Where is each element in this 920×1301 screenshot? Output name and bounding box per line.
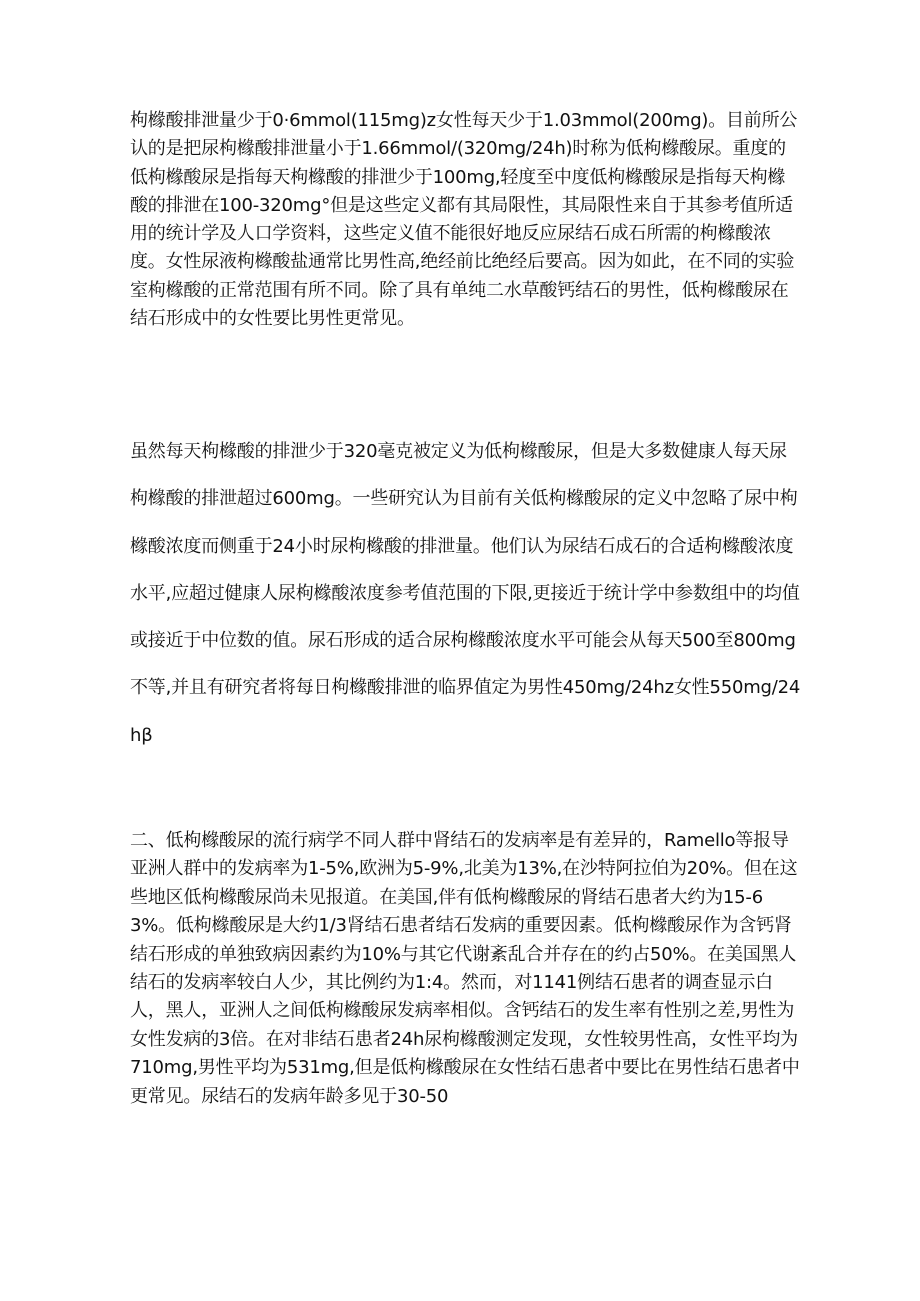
paragraph-epidemiology: 二、低枸橼酸尿的流行病学不同人群中肾结石的发病率是有差异的，Ramello等报导亚洲人群中的发病率为1-5%,欧洲为5-9%,北美为13%,在沙特阿拉伯为20%。但在这些地区低枸橼酸尿尚未见报道。在美国,伴有低枸橼酸尿的肾结石患者大约为15-63%。低枸橼酸尿是大约1/3肾结石患者结石发病的重要因素。低枸橼酸尿作为含钙肾结石形成的单独致病因素约为10%与其它代谢紊乱合并存在的约占50%。在美国黑人结石的发病率较白人少，其比例约为1:4。然而，对1141例结石患者的调查显示白人，黑人，亚洲人之间低枸橼酸尿发病率相似。含钙结石的发生率有性别之差,男性为女性发病的3倍。在对非结石患者24h尿枸橼酸测定发现，女性较男性高，女性平均为710mg,男性平均为531mg,但是低枸橼酸尿在女性结石患者中要比在男性结石患者中更常见。尿结石的发病年龄多见于30-50 [130,830,800,1107]
paragraph-citrate-definition: 枸橼酸排泄量少于0·6mmol(115mg)z女性每天少于1.03mmol(200mg)。目前所公认的是把尿枸橼酸排泄量小于1.66mmol/(320mg/24h)时称为低枸橼酸尿。重度的低枸橼酸尿是指每天枸橼酸的排泄少于100mg,轻度至中度低枸橼酸尿是指每天枸橼酸的排泄在100-320mg°但是这些定义都有其局限性，其局限性来自于其参考值所适用的统计学及人口学资料，这些定义值不能很好地反应尿结石成石所需的枸橼酸浓度。女性尿液枸橼酸盐通常比男性高,绝经前比绝经后要高。因为如此，在不同的实验室枸橼酸的正常范围有所不同。除了具有单纯二水草酸钙结石的男性，低枸橼酸尿在结石形成中的女性要比男性更常见。 [130,110,798,330]
paragraph-citrate-threshold: 虽然每天枸橼酸的排泄少于320毫克被定义为低枸橼酸尿，但是大多数健康人每天尿枸橼酸的排泄超过600mg。一些研究认为目前有关低枸橼酸尿的定义中忽略了尿中枸橼酸浓度而侧重于24小时尿枸橼酸的排泄量。他们认为尿结石成石的合适枸橼酸浓度水平,应超过健康人尿枸橼酸浓度参考值范围的下限,更接近于统计学中参数组中的均值或接近于中位数的值。尿石形成的适合尿枸橼酸浓度水平可能会从每天500至800mg不等,并且有研究者将每日枸橼酸排泄的临界值定为男性450mg/24hz女性550mg/24hβ [130,441,801,746]
